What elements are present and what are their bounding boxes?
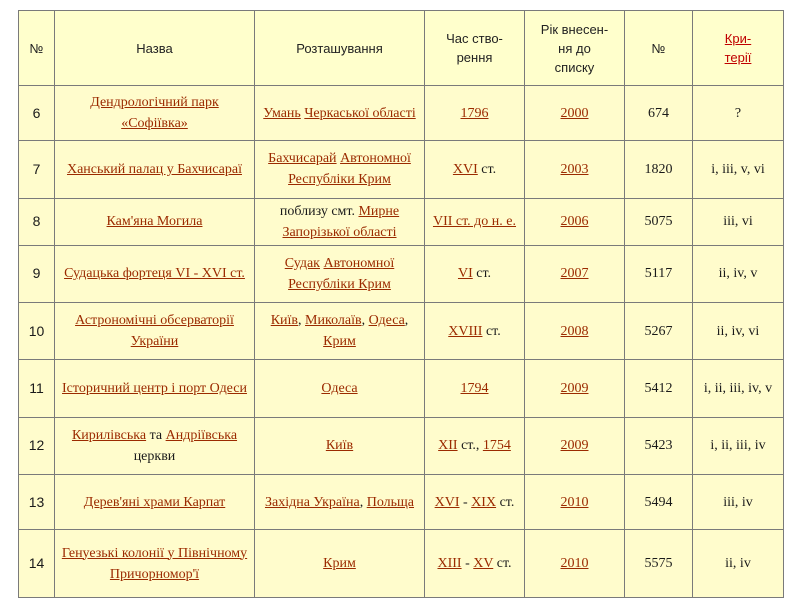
created-link[interactable]: XVI (434, 494, 460, 510)
ref-number-cell: 5575 (625, 530, 693, 598)
location-link[interactable]: Одеса (368, 313, 405, 329)
created-cell (425, 360, 525, 417)
created-text: ст. (496, 494, 515, 510)
table-row (19, 245, 784, 302)
year-cell (525, 86, 625, 141)
site-name-link[interactable]: Генуезькі колонії у Північному Причорномор'ї (61, 545, 248, 582)
year-link[interactable]: 2010 (560, 556, 589, 572)
site-name-link[interactable]: Андріївська (165, 427, 238, 443)
row-number: 10 (19, 302, 55, 359)
created-cell (425, 245, 525, 302)
site-name-cell (55, 245, 255, 302)
location-link[interactable]: Умань (263, 105, 301, 121)
ref-number-cell: 5267 (625, 302, 693, 359)
year-cell (525, 141, 625, 198)
location-text: , (361, 313, 369, 329)
created-link[interactable]: 1796 (460, 105, 489, 121)
header-criteria[interactable] (693, 11, 784, 86)
site-name-cell (55, 474, 255, 529)
header-created (425, 11, 525, 86)
created-text: ст. (472, 266, 492, 282)
year-link[interactable]: 2003 (560, 161, 589, 177)
location-link[interactable]: Київ (325, 438, 354, 454)
created-link[interactable]: XIII (437, 556, 462, 572)
site-name-link[interactable]: Ханський палац у Бахчисараї (66, 161, 242, 177)
header-year-line2: ня до (558, 40, 591, 56)
header-criteria-link-line2[interactable]: терії (724, 50, 752, 65)
created-cell (425, 302, 525, 359)
site-name-cell (55, 141, 255, 198)
year-link[interactable]: 2008 (560, 323, 589, 339)
criteria-cell: iii, vi (693, 198, 784, 245)
location-text: поблизу смт. (279, 203, 359, 219)
location-cell (255, 530, 425, 598)
header-criteria-link-line1[interactable]: Кри- (724, 31, 752, 46)
location-link[interactable]: Судак (284, 255, 320, 271)
created-link[interactable]: XVIII (448, 323, 483, 339)
row-number: 12 (19, 417, 55, 474)
ref-number-cell: 5423 (625, 417, 693, 474)
criteria-cell: i, ii, iii, iv (693, 417, 784, 474)
location-link[interactable]: Західна Україна (264, 494, 360, 510)
site-name-cell (55, 86, 255, 141)
ref-number-cell: 5494 (625, 474, 693, 529)
row-number: 6 (19, 86, 55, 141)
header-created-line2: рення (456, 50, 493, 65)
location-link[interactable]: Київ (270, 313, 299, 329)
location-cell (255, 141, 425, 198)
row-number: 7 (19, 141, 55, 198)
year-link[interactable]: 2009 (560, 380, 589, 396)
site-name-link[interactable]: Історичний центр і порт Одеси (62, 380, 247, 396)
table-row (19, 417, 784, 474)
table-body (19, 86, 784, 598)
row-number: 13 (19, 474, 55, 529)
row-number: 8 (19, 198, 55, 245)
created-link[interactable]: XVI (452, 161, 478, 177)
created-link[interactable]: XII (438, 438, 458, 454)
location-link[interactable]: Бахчисарай (268, 151, 337, 167)
created-cell (425, 530, 525, 598)
year-cell (525, 530, 625, 598)
location-cell (255, 474, 425, 529)
created-cell (425, 417, 525, 474)
site-name-link[interactable]: Дерев'яні храми Карпат (83, 494, 226, 510)
location-link[interactable]: Крим (323, 334, 356, 350)
created-text: ст. (493, 556, 512, 572)
created-cell (425, 141, 525, 198)
ref-number-cell: 5117 (625, 245, 693, 302)
created-text: ст., (457, 438, 483, 454)
year-link[interactable]: 2010 (560, 494, 589, 510)
created-text: - (459, 494, 472, 510)
location-link[interactable]: Автономної Республіки Крим (288, 255, 395, 292)
criteria-cell: i, iii, v, vi (693, 141, 784, 198)
year-cell (525, 417, 625, 474)
location-cell (255, 198, 425, 245)
table-row (19, 141, 784, 198)
header-created-line1: Час ство- (446, 31, 503, 46)
criteria-cell: ? (693, 86, 784, 141)
table-row (19, 198, 784, 245)
site-name-link[interactable]: Кам'яна Могила (106, 214, 203, 230)
year-link[interactable]: 2009 (560, 438, 589, 454)
site-name-cell (55, 417, 255, 474)
created-cell (425, 86, 525, 141)
site-name-cell (55, 198, 255, 245)
created-cell (425, 474, 525, 529)
year-link[interactable]: 2007 (560, 266, 589, 282)
site-name-cell (55, 302, 255, 359)
location-text: , (298, 313, 306, 329)
created-link[interactable]: XIX (471, 494, 497, 510)
table-row (19, 86, 784, 141)
year-link[interactable]: 2006 (560, 214, 589, 230)
location-link[interactable]: Черкаської області (304, 105, 416, 121)
site-name-link[interactable]: Астрономічні обсерваторії України (75, 313, 234, 350)
criteria-cell: iii, iv (693, 474, 784, 529)
criteria-cell: i, ii, iii, iv, v (693, 360, 784, 417)
created-link[interactable]: VI (457, 266, 473, 282)
location-cell (255, 86, 425, 141)
created-link[interactable]: VII ст. до н. е. (432, 214, 517, 230)
site-name-cell (55, 530, 255, 598)
location-cell (255, 302, 425, 359)
year-cell (525, 198, 625, 245)
location-text: , (404, 313, 409, 329)
row-number: 11 (19, 360, 55, 417)
site-name-link[interactable]: Дендрологічний парк «Софіївка» (90, 95, 219, 132)
header-year-line3: списку (554, 59, 595, 75)
created-link[interactable]: 1794 (460, 380, 489, 396)
location-link[interactable]: Миколаїв (305, 313, 362, 329)
criteria-cell: ii, iv (693, 530, 784, 598)
year-cell (525, 302, 625, 359)
created-link[interactable]: XV (473, 556, 494, 572)
location-link[interactable]: Польща (366, 494, 415, 510)
year-link[interactable]: 2000 (560, 105, 589, 121)
location-link[interactable]: Мирне (358, 203, 400, 219)
created-text: ст. (477, 161, 497, 177)
year-cell (525, 474, 625, 529)
site-name-link[interactable]: Судацька фортеця VI - XVI ст. (64, 266, 245, 282)
location-link[interactable]: Запорізької області (282, 224, 397, 240)
criteria-cell: ii, iv, v (693, 245, 784, 302)
site-name-link[interactable]: Кирилівська (71, 427, 147, 443)
table-row (19, 360, 784, 417)
ref-number-cell: 1820 (625, 141, 693, 198)
location-link[interactable]: Автономної Республіки Крим (288, 151, 411, 188)
location-text: , (359, 494, 367, 510)
ref-number-cell: 5075 (625, 198, 693, 245)
header-name: Назва (55, 11, 255, 86)
location-link[interactable]: Крим (323, 556, 356, 572)
criteria-cell: ii, iv, vi (693, 302, 784, 359)
ref-number-cell: 5412 (625, 360, 693, 417)
location-link[interactable]: Одеса (321, 380, 358, 396)
created-text: ст. (482, 323, 501, 339)
created-link[interactable]: 1754 (482, 438, 511, 454)
header-year (525, 11, 625, 86)
header-row (19, 11, 784, 86)
header-year-line1: Рік внесен- (540, 21, 609, 37)
created-text: - (461, 556, 474, 572)
row-number: 14 (19, 530, 55, 598)
year-cell (525, 245, 625, 302)
site-name-text: церкви (133, 448, 176, 464)
header-location: Розташування (255, 11, 425, 86)
location-cell (255, 360, 425, 417)
site-name-text: та (146, 427, 166, 443)
location-cell (255, 417, 425, 474)
table-row (19, 530, 784, 598)
year-cell (525, 360, 625, 417)
site-name-cell (55, 360, 255, 417)
location-cell (255, 245, 425, 302)
table-row (19, 474, 784, 529)
header-ref: № (625, 11, 693, 86)
row-number: 9 (19, 245, 55, 302)
heritage-table (18, 10, 784, 598)
ref-number-cell: 674 (625, 86, 693, 141)
created-cell (425, 198, 525, 245)
table-row (19, 302, 784, 359)
header-num: № (19, 11, 55, 86)
